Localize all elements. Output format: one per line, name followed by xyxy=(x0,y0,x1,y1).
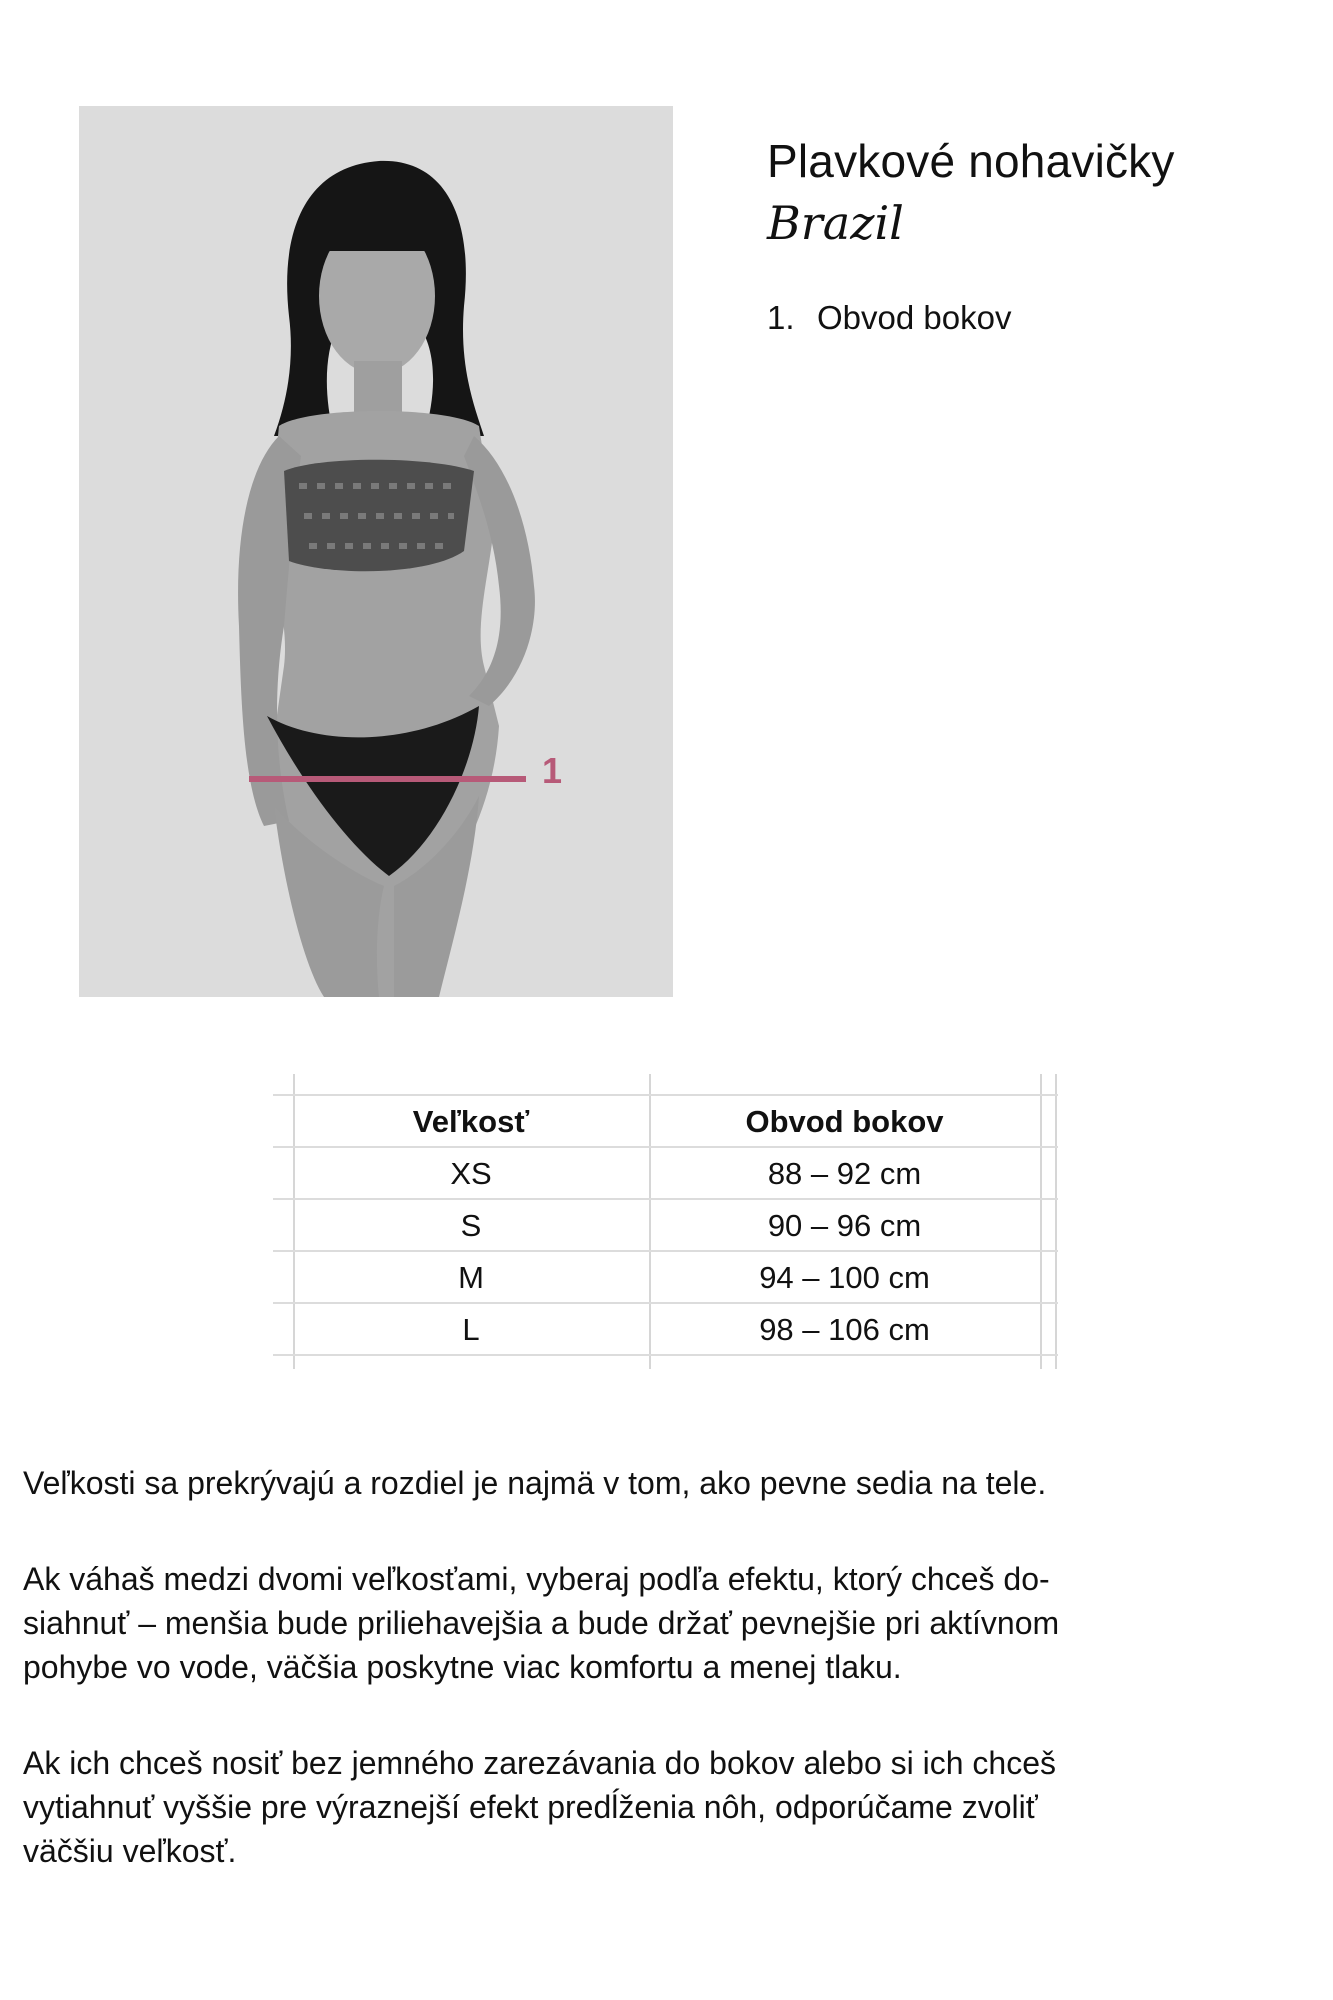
model-silhouette xyxy=(79,106,673,997)
table-header-hip: Obvod bokov xyxy=(745,1104,944,1139)
table-cell-size: M xyxy=(458,1260,484,1295)
table-cell-hip: 98 – 106 cm xyxy=(759,1312,930,1347)
note-paragraph xyxy=(23,1741,1303,1873)
note-line: Veľkosti sa prekrývajú a rozdiel je najmä v tom, ako pevne sedia na tele. xyxy=(23,1465,1047,1501)
table-rule xyxy=(273,1198,1058,1200)
legend-item xyxy=(767,299,1011,337)
table-cell-hip: 94 – 100 cm xyxy=(759,1260,930,1295)
note-paragraph xyxy=(23,1461,1303,1505)
note-line: vytiahnuť vyššie pre výraznejší efekt predĺženia nôh, odporúčame zvoliť xyxy=(23,1789,1038,1825)
table-border xyxy=(1040,1074,1042,1369)
note-line: siahnuť – menšia bude priliehavejšia a bude držať pevnejšie pri aktívnom xyxy=(23,1605,1060,1641)
note-line: väčšiu veľkosť. xyxy=(23,1833,237,1869)
table-rule xyxy=(273,1302,1058,1304)
product-subtitle: Brazil xyxy=(767,196,904,250)
table-cell-size: S xyxy=(460,1208,482,1243)
product-photo xyxy=(79,106,673,997)
table-cell-hip: 90 – 96 cm xyxy=(767,1208,922,1243)
note-line: Ak váhaš medzi dvomi veľkosťami, vyberaj podľa efektu, ktorý chceš do- xyxy=(23,1561,1050,1597)
table-border xyxy=(1055,1074,1057,1369)
table-cell-size: XS xyxy=(450,1156,492,1191)
note-line: pohybe vo vode, väčšia poskytne viac komfortu a menej tlaku. xyxy=(23,1649,902,1685)
legend-number: 1. xyxy=(767,299,795,336)
note-line: Ak ich chceš nosiť bez jemného zarezávania do bokov alebo si ich chceš xyxy=(23,1745,1057,1781)
product-title: Plavkové nohavičky xyxy=(767,135,1175,187)
table-cell-size: L xyxy=(462,1312,480,1347)
table-rule xyxy=(273,1094,1058,1096)
table-cell-hip: 88 – 92 cm xyxy=(767,1156,922,1191)
table-rule xyxy=(273,1146,1058,1148)
table-rule xyxy=(273,1354,1058,1356)
table-rule xyxy=(273,1250,1058,1252)
table-header-size: Veľkosť xyxy=(412,1104,530,1139)
legend-label: Obvod bokov xyxy=(817,299,1012,336)
note-paragraph xyxy=(23,1557,1303,1689)
hip-measurement-marker: 1 xyxy=(542,750,563,791)
size-table xyxy=(273,1074,1058,1369)
